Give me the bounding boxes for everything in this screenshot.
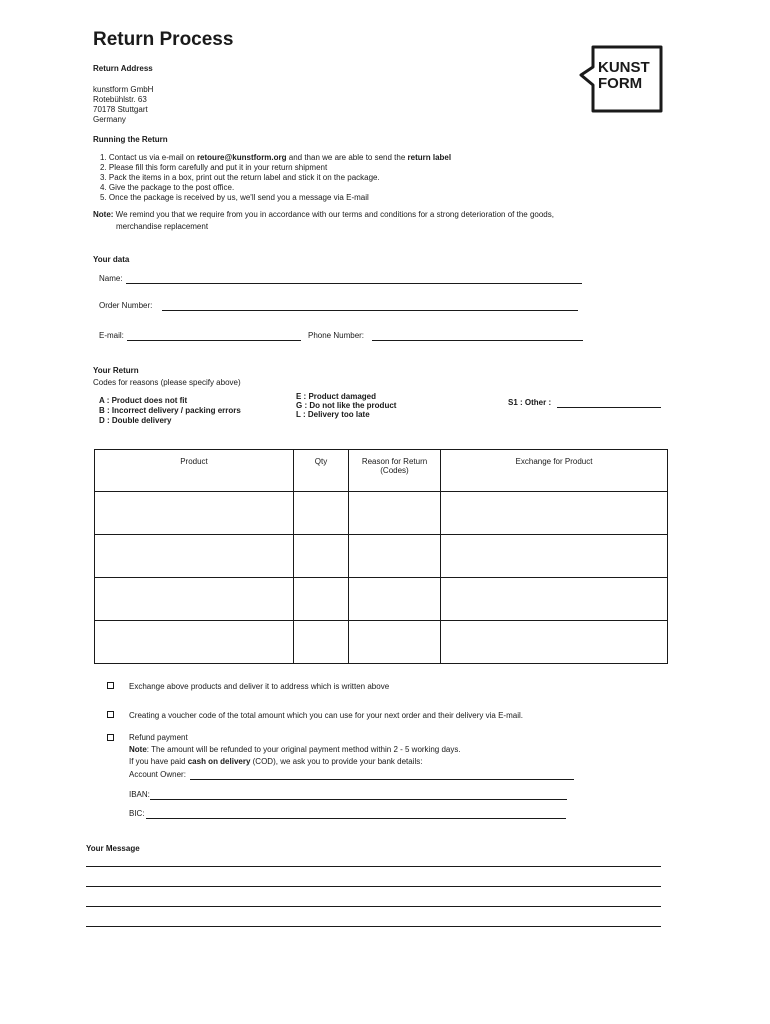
- kunstform-logo: [579, 45, 663, 113]
- name-field[interactable]: [126, 274, 582, 284]
- bic-label: BIC:: [129, 809, 145, 818]
- refund-checkbox[interactable]: [107, 734, 114, 741]
- address-line-street: Rotebühlstr. 63: [93, 95, 147, 104]
- exchange-cell[interactable]: [441, 621, 668, 664]
- logo-text-form: FORM: [598, 75, 643, 92]
- reason-cell[interactable]: [349, 621, 441, 664]
- product-cell[interactable]: [95, 535, 294, 578]
- code-l: L : Delivery too late: [296, 410, 370, 419]
- logo-text-kunst: KUNST: [598, 59, 650, 76]
- col-product: Product: [95, 450, 294, 492]
- qty-cell[interactable]: [294, 535, 349, 578]
- bic-field[interactable]: [146, 809, 566, 819]
- account-owner-field[interactable]: [190, 770, 574, 780]
- refund-note-text: : The amount will be refunded to your original payment method within 2 - 5 working days.: [146, 745, 461, 754]
- step-1-mid: and than we are able to send the: [286, 153, 408, 162]
- address-line-country: Germany: [93, 115, 126, 124]
- code-d: D : Double delivery: [99, 416, 172, 425]
- exchange-cell[interactable]: [441, 535, 668, 578]
- voucher-checkbox[interactable]: [107, 711, 114, 718]
- step-3: 3. Pack the items in a box, print out the return label and stick it on the package.: [100, 173, 380, 182]
- cod-prefix: If you have paid: [129, 757, 188, 766]
- code-g: G : Do not like the product: [296, 401, 397, 410]
- address-line-city: 70178 Stuttgart: [93, 105, 148, 114]
- note-line-1: [93, 210, 554, 219]
- qty-cell[interactable]: [294, 492, 349, 535]
- return-address-heading: Return Address: [93, 64, 153, 73]
- your-message-heading: Your Message: [86, 844, 140, 853]
- exchange-cell[interactable]: [441, 578, 668, 621]
- cod-suffix: (COD), we ask you to provide your bank details:: [250, 757, 423, 766]
- name-label: Name:: [99, 274, 123, 283]
- phone-field[interactable]: [372, 331, 583, 341]
- code-a: A : Product does not fit: [99, 396, 188, 405]
- exchange-option-label: Exchange above products and deliver it to address which is written above: [129, 682, 390, 691]
- refund-option-label: Refund payment: [129, 733, 188, 742]
- table-row: [95, 621, 668, 664]
- order-number-label: Order Number:: [99, 301, 153, 310]
- col-reason: [349, 450, 441, 492]
- iban-label: IBAN:: [129, 790, 150, 799]
- iban-field[interactable]: [150, 790, 567, 800]
- email-field[interactable]: [127, 331, 301, 341]
- codes-hint: Codes for reasons (please specify above): [93, 378, 241, 387]
- code-s1: S1 : Other :: [508, 398, 552, 407]
- running-return-heading: Running the Return: [93, 135, 168, 144]
- message-line[interactable]: [86, 866, 661, 867]
- code-b: B : Incorrect delivery / packing errors: [99, 406, 241, 415]
- name-row: [99, 274, 123, 283]
- step-2: 2. Please fill this form carefully and put it in your return shipment: [100, 163, 328, 172]
- col-exchange: Exchange for Product: [441, 450, 668, 492]
- step-5: 5. Once the package is received by us, we'll send you a message via E-mail: [100, 193, 369, 202]
- exchange-cell[interactable]: [441, 492, 668, 535]
- other-reason-field[interactable]: [557, 398, 661, 408]
- exchange-checkbox[interactable]: [107, 682, 114, 689]
- col-reason-line2: (Codes): [380, 466, 409, 475]
- refund-note-label: Note: [129, 745, 147, 754]
- note-label: Note:: [93, 210, 114, 219]
- message-line[interactable]: [86, 906, 661, 907]
- table-row: [95, 535, 668, 578]
- phone-label: Phone Number:: [308, 331, 365, 340]
- refund-note: [129, 745, 461, 754]
- step-1: [100, 153, 451, 162]
- product-table: [94, 449, 668, 664]
- code-e: E : Product damaged: [296, 392, 377, 401]
- note-line-2: merchandise replacement: [116, 222, 209, 231]
- return-email: retoure@kunstform.org: [196, 153, 287, 162]
- your-return-heading: Your Return: [93, 366, 139, 375]
- table-row: [95, 492, 668, 535]
- qty-cell[interactable]: [294, 578, 349, 621]
- page-title: Return Process: [93, 29, 234, 50]
- table-row: [95, 578, 668, 621]
- your-data-heading: Your data: [93, 255, 130, 264]
- reason-cell[interactable]: [349, 492, 441, 535]
- reason-cell[interactable]: [349, 535, 441, 578]
- product-cell[interactable]: [95, 578, 294, 621]
- note-text: We remind you that we require from you in accordance with our terms and conditions for a strong deterioration of the goods,: [113, 210, 554, 219]
- step-4: 4. Give the package to the post office.: [100, 183, 235, 192]
- cod-bold: cash on delivery: [187, 757, 251, 766]
- account-owner-label: Account Owner:: [129, 770, 186, 779]
- message-line[interactable]: [86, 886, 661, 887]
- table-header-row: [95, 450, 668, 492]
- qty-cell[interactable]: [294, 621, 349, 664]
- message-line[interactable]: [86, 926, 661, 927]
- product-cell[interactable]: [95, 492, 294, 535]
- address-line-company: kunstform GmbH: [93, 85, 154, 94]
- reason-cell[interactable]: [349, 578, 441, 621]
- email-label: E-mail:: [99, 331, 124, 340]
- product-cell[interactable]: [95, 621, 294, 664]
- cod-note: [129, 757, 423, 766]
- col-qty: Qty: [294, 450, 349, 492]
- order-number-field[interactable]: [162, 301, 578, 311]
- voucher-option-label: Creating a voucher code of the total amount which you can use for your next order and their delivery via E-mail.: [129, 711, 523, 720]
- col-reason-line1: Reason for Return: [361, 457, 428, 466]
- step-1-prefix: 1. Contact us via e-mail on: [100, 153, 197, 162]
- return-label-text: return label: [407, 153, 452, 162]
